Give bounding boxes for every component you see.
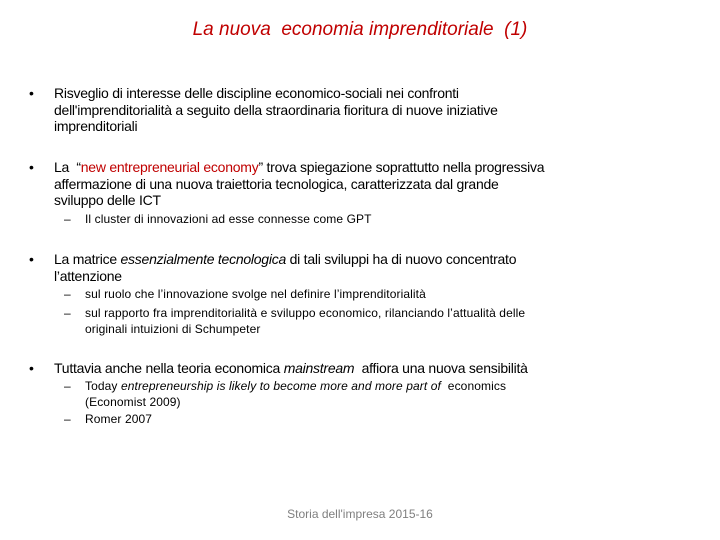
text-segment: affiora una nuova sensibilità <box>354 360 528 376</box>
text-segment: sul rapporto fra imprenditorialità e sviluppo economico, rilanciando l’attualità delle <box>85 306 526 320</box>
highlighted-text: new entrepreneurial economy <box>80 159 259 175</box>
text-segment: Tuttavia anche nella teoria economica <box>54 360 284 376</box>
text-line <box>85 212 372 226</box>
text-segment: La “ <box>54 159 81 175</box>
text-line <box>54 159 544 175</box>
text-line <box>85 412 152 426</box>
text-line <box>54 268 122 284</box>
text-segment: di tali sviluppi ha di nuovo concentrato <box>286 251 517 267</box>
text-line <box>54 118 137 134</box>
footer: Storia dell'impresa 2015-16 <box>287 507 433 521</box>
text-line <box>85 322 261 336</box>
dash-marker: – <box>64 379 71 393</box>
text-segment: imprenditoriali <box>54 118 138 134</box>
dash-marker: – <box>64 212 71 226</box>
bullet-marker: • <box>29 360 34 376</box>
text-segment: Romer 2007 <box>85 412 153 426</box>
slide-title: La nuova economia imprenditoriale (1) <box>192 19 528 40</box>
text-line <box>54 251 516 267</box>
bullet-marker: • <box>29 159 34 175</box>
text-line <box>54 176 499 192</box>
text-line <box>85 379 506 393</box>
bullet-marker: • <box>29 251 34 267</box>
text-segment: economics <box>440 379 507 393</box>
text-segment: La matrice <box>54 251 121 267</box>
text-segment: ” trova spiegazione soprattutto nella progressiva <box>258 159 545 175</box>
text-line <box>85 395 181 409</box>
text-line <box>54 102 498 118</box>
italic-text: mainstream <box>283 360 355 376</box>
text-segment: (Economist 2009) <box>85 394 181 409</box>
text-line <box>85 306 525 320</box>
dash-marker: – <box>64 412 71 426</box>
text-line <box>54 192 161 208</box>
text-segment: Il cluster di innovazioni ad esse connesse come GPT <box>85 212 372 226</box>
text-segment: affermazione di una nuova traiettoria tecnologica, caratterizzata dal grande <box>54 175 499 192</box>
text-line <box>85 287 426 301</box>
bullet-marker: • <box>29 85 34 101</box>
text-segment: dell'imprenditorialità a seguito della straordinaria fioritura di nuove iniziative <box>54 101 498 118</box>
text-segment: Risveglio di interesse delle discipline economico-sociali nei confronti <box>54 85 459 101</box>
text-segment: sviluppo delle ICT <box>54 192 161 208</box>
italic-text: essenzialmente tecnologica <box>120 251 286 267</box>
dash-marker: – <box>64 287 71 301</box>
text-segment: Today <box>85 379 121 393</box>
text-segment: originali intuizioni di Schumpeter <box>85 321 261 336</box>
italic-text: entrepreneurship is likely to become more and more part of <box>120 379 441 393</box>
text-segment: l’attenzione <box>54 267 122 284</box>
text-line <box>54 85 459 101</box>
text-line <box>54 360 528 376</box>
text-segment: sul ruolo che l’innovazione svolge nel definire l’imprenditorialità <box>85 287 426 301</box>
dash-marker: – <box>64 306 71 320</box>
